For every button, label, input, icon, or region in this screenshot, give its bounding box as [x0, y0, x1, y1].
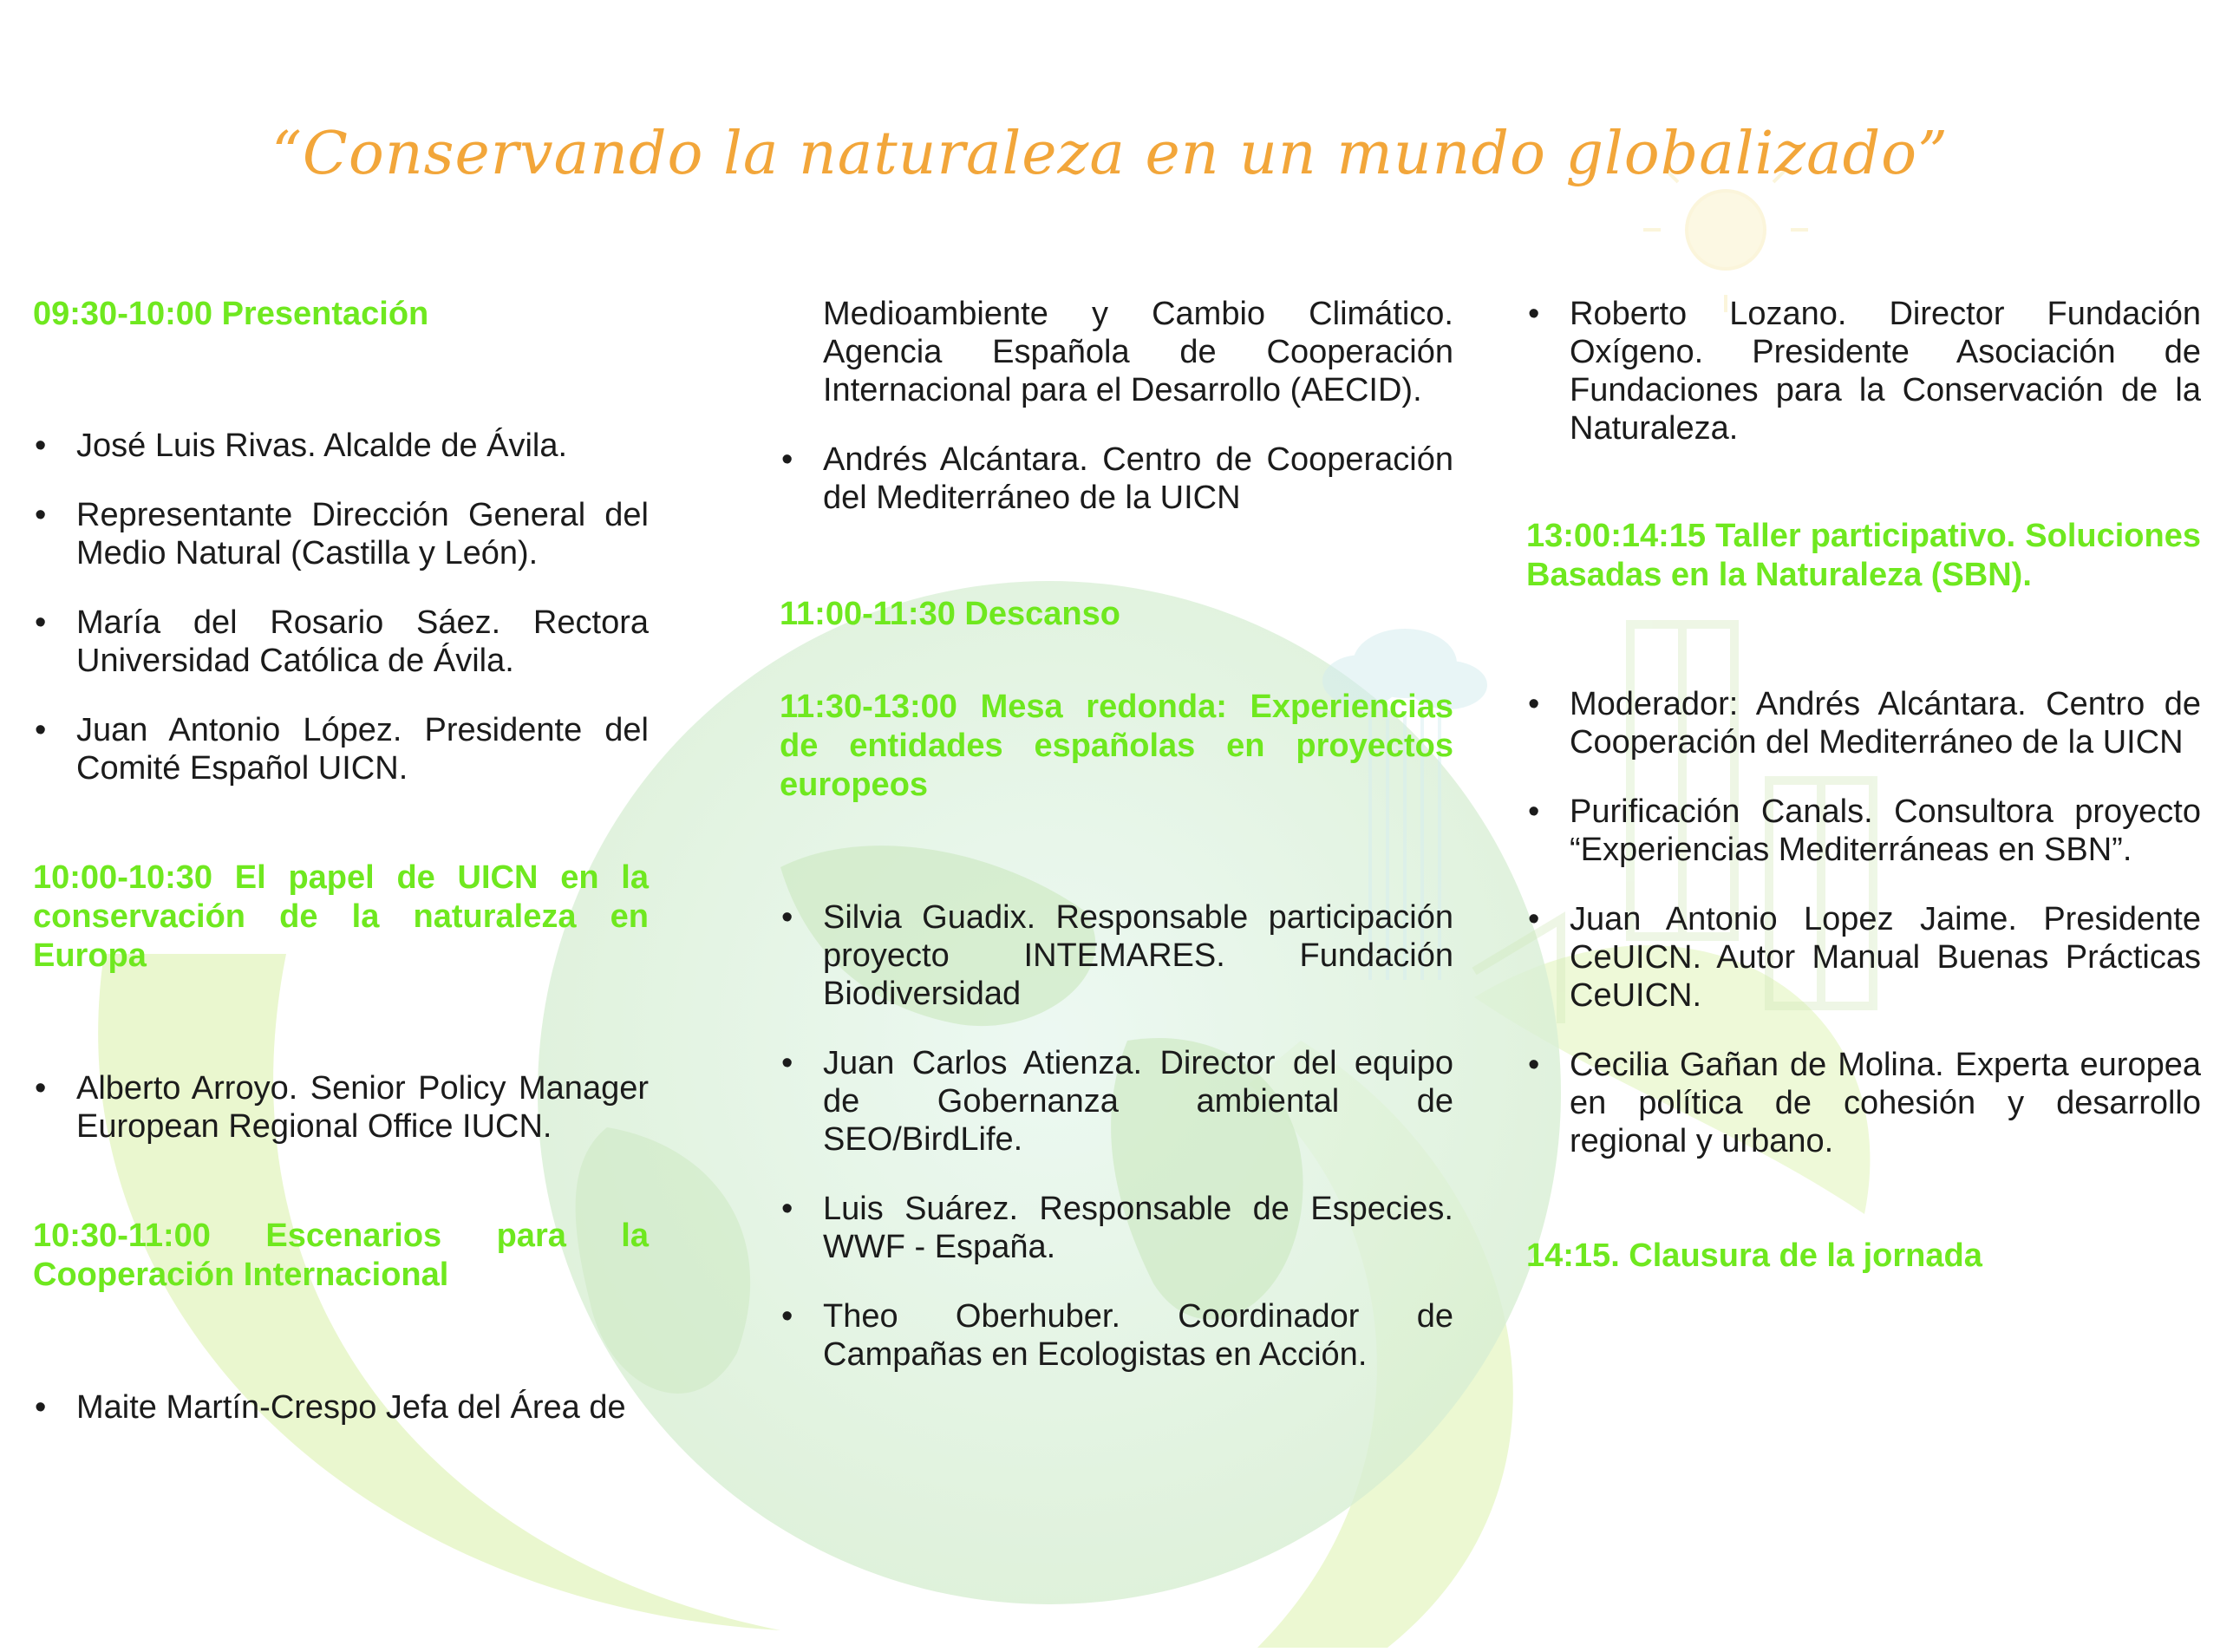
- heading-taller: 13:00:14:15 Taller participativo. Soluciones Basadas en la Naturaleza (SBN).: [1526, 518, 2201, 593]
- list-item-text: Juan Carlos Atienza. Director del equipo de Gobernanza ambiental de SEO/BirdLife.: [823, 1045, 1453, 1158]
- heading-papel-uicn: 10:00-10:30 El papel de UICN en la conservación de la naturaleza en Europa: [33, 859, 649, 974]
- list-item-text: Silvia Guadix. Responsable participación proyecto INTEMARES. Fundación Biodiversidad: [823, 899, 1453, 1012]
- bullet: •: [35, 428, 47, 464]
- list-item-text: Theo Oberhuber. Coordinador de Campañas en Ecologistas en Acción.: [823, 1298, 1453, 1373]
- list-papel-uicn: [33, 1069, 649, 1146]
- list-item-text: José Luis Rivas. Alcalde de Ávila.: [76, 428, 568, 464]
- bullet: •: [781, 441, 793, 478]
- list-item: [33, 427, 649, 465]
- list-item: [33, 711, 649, 787]
- list-escenarios-cont: [780, 441, 1453, 517]
- list-mesa-redonda: [780, 898, 1453, 1374]
- bullet: •: [35, 1070, 47, 1107]
- list-item-text: Andrés Alcántara. Centro de Cooperación del Mediterráneo de la UICN: [823, 441, 1453, 516]
- list-item-text: Juan Antonio Lopez Jaime. Presidente CeUICN. Autor Manual Buenas Prácticas CeUICN.: [1570, 901, 2201, 1014]
- list-item: [1526, 900, 2201, 1015]
- list-item: [33, 1388, 649, 1427]
- list-item: [780, 898, 1453, 1013]
- list-item: [780, 1297, 1453, 1374]
- column-2: [780, 295, 1453, 1405]
- list-item-text: Juan Antonio López. Presidente del Comité Español UICN.: [76, 712, 649, 787]
- list-item: [33, 1069, 649, 1146]
- bullet: •: [35, 497, 47, 533]
- bullet: •: [35, 712, 47, 748]
- list-mesa-redonda-cont: [1526, 295, 2201, 447]
- list-item: [780, 441, 1453, 517]
- list-item-text: María del Rosario Sáez. Rectora Universidad Católica de Ávila.: [76, 604, 649, 679]
- column-3: [1526, 295, 2201, 1276]
- bullet: •: [1528, 686, 1540, 722]
- list-escenarios: [33, 1388, 649, 1427]
- bullet: •: [781, 1045, 793, 1081]
- list-item: [780, 1190, 1453, 1266]
- bullet: •: [1528, 901, 1540, 937]
- list-presentacion: [33, 427, 649, 787]
- list-item-text: Alberto Arroyo. Senior Policy Manager European Regional Office IUCN.: [76, 1070, 649, 1145]
- list-item-text: Moderador: Andrés Alcántara. Centro de Cooperación del Mediterráneo de la UICN: [1570, 686, 2201, 761]
- bullet: •: [781, 1298, 793, 1335]
- list-item-text: Cecilia Gañan de Molina. Experta europea en política de cohesión y desarrollo regional y urbano.: [1570, 1047, 2201, 1159]
- bullet: •: [781, 1191, 793, 1227]
- list-item: [780, 1044, 1453, 1159]
- page-title: “Conservando la naturaleza en un mundo globalizado”: [271, 120, 1949, 188]
- list-item: [33, 604, 649, 680]
- bullet: •: [1528, 296, 1540, 332]
- list-item-text: Roberto Lozano. Director Fundación Oxígeno. Presidente Asociación de Fundaciones para la Conservación de la Naturaleza.: [1570, 296, 2201, 447]
- bullet: •: [1528, 1047, 1540, 1083]
- list-item-text: Maite Martín-Crespo Jefa del Área de: [76, 1389, 626, 1426]
- list-item-text: Purificación Canals. Consultora proyecto “Experiencias Mediterráneas en SBN”.: [1570, 793, 2201, 868]
- column-1: [33, 295, 649, 1458]
- list-item-text: Representante Dirección General del Medio Natural (Castilla y León).: [76, 497, 649, 571]
- list-item: [1526, 295, 2201, 447]
- bullet: •: [781, 899, 793, 936]
- bullet: •: [1528, 793, 1540, 830]
- list-item: [1526, 1046, 2201, 1160]
- list-item: [1526, 793, 2201, 869]
- heading-clausura: 14:15. Clausura de la jornada: [1526, 1237, 1982, 1274]
- list-item: [1526, 685, 2201, 761]
- heading-escenarios: 10:30-11:00 Escenarios para la Cooperación Internacional: [33, 1218, 649, 1293]
- heading-mesa-redonda: 11:30-13:00 Mesa redonda: Experiencias de entidades españolas en proyectos europeos: [780, 689, 1453, 803]
- continuation-text: Medioambiente y Cambio Climático. Agencia Española de Cooperación Internacional para el Desarrollo (AECID).: [823, 296, 1453, 408]
- heading-presentacion: 09:30-10:00 Presentación: [33, 296, 429, 332]
- bullet: •: [35, 604, 47, 641]
- heading-descanso: 11:00-11:30 Descanso: [780, 596, 1120, 632]
- bullet: •: [35, 1389, 47, 1426]
- list-taller: [1526, 685, 2201, 1160]
- list-item: [33, 496, 649, 572]
- list-item-text: Luis Suárez. Responsable de Especies. WWF - España.: [823, 1191, 1453, 1265]
